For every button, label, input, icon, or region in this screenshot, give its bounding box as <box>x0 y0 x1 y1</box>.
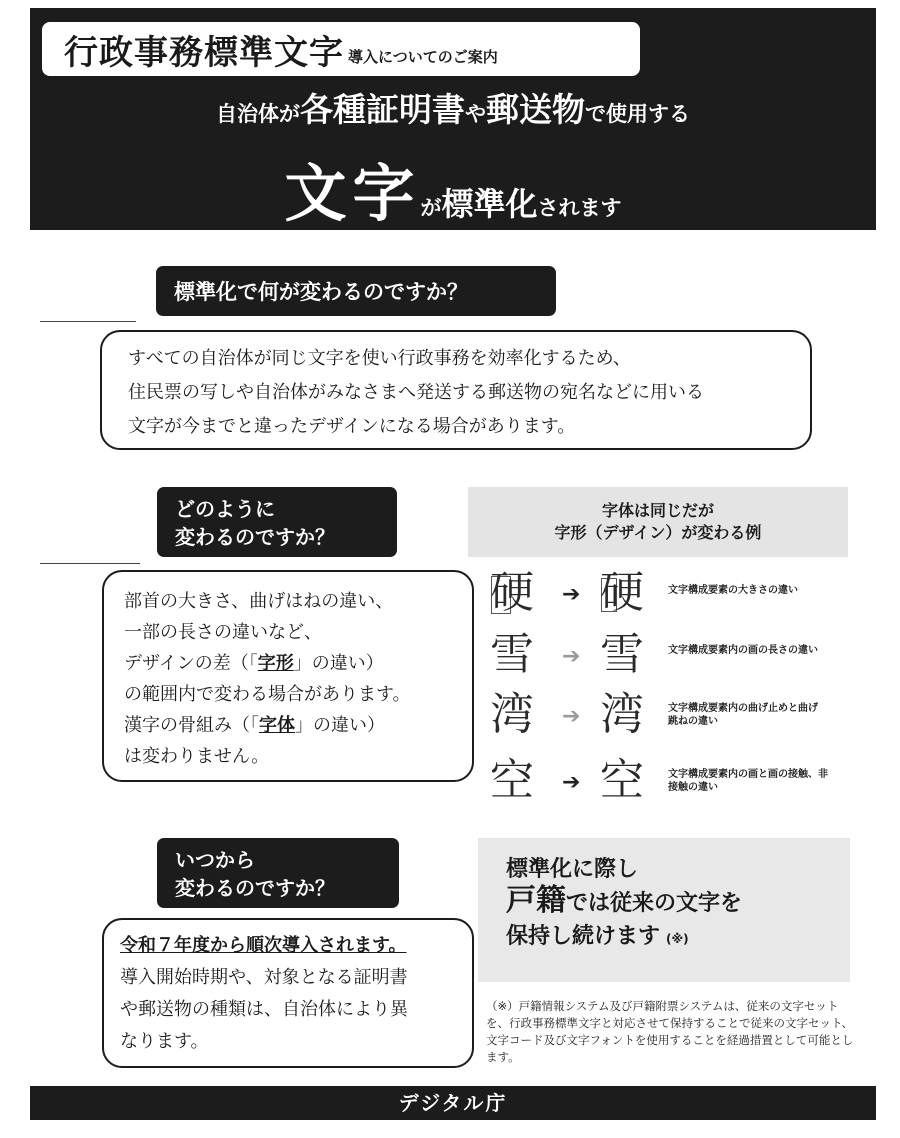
example-row <box>490 630 870 690</box>
glyph-after: 硬 <box>600 567 644 618</box>
answer-line: なります。 <box>120 1031 209 1052</box>
page-title: 行政事務標準文字 <box>64 32 344 73</box>
headline-line-2 <box>30 84 876 131</box>
headline-text: 自治体が <box>216 102 300 126</box>
koseki-notice <box>478 838 850 982</box>
answer-line: 住民票の写しや自治体がみなさまへ発送する郵送物の宛名などに用いる <box>128 382 704 403</box>
glyph-before: 雪 <box>490 629 534 680</box>
arrow-icon: ➔ <box>562 582 581 607</box>
footnote: （※）戸籍情報システム及び戸籍附票システムは、従来の文字セットを、行政事務標準文字と対応させて保持することで従来の文字セット、文字コード及び文字フォントを使用することを経過措置として可能とします。 <box>486 999 854 1064</box>
headline-line-3 <box>30 144 876 233</box>
divider <box>40 321 136 322</box>
question-when-changes <box>157 838 399 908</box>
headline-text: されます <box>537 196 622 220</box>
question-what-changes <box>156 266 556 316</box>
example-note: 文字構成要素内の画と画の接触、非接触の違い <box>668 769 828 793</box>
example-note: 文字構成要素内の画の長さの違い <box>668 645 818 656</box>
title-box <box>42 22 640 76</box>
glyph-before: 湾 <box>490 689 534 740</box>
keyword-jitai: 字体 <box>259 715 295 736</box>
headline-emphasis: 郵送物 <box>486 90 585 129</box>
answer-line: は変わりません。 <box>124 746 270 767</box>
answer-text: 」の違い） <box>295 715 385 736</box>
arrow-icon: ➔ <box>562 770 581 795</box>
answer-line: 導入開始時期や、対象となる証明書 <box>120 967 408 988</box>
headline-big-word: 文字 <box>284 157 421 230</box>
examples-heading-line: 字形（デザイン）が変わる例 <box>554 523 762 542</box>
answer-what-changes <box>100 330 812 450</box>
koseki-line <box>506 884 850 921</box>
examples-heading-line: 字体は同じだが <box>601 501 714 520</box>
headline-text: や <box>465 102 486 126</box>
answer-when-changes <box>102 918 474 1068</box>
example-row <box>490 756 870 816</box>
example-row <box>490 568 870 628</box>
glyph-before: 硬 <box>490 567 534 618</box>
answer-text: 」の違い） <box>293 653 384 674</box>
koseki-emphasis: 戸籍 <box>506 883 566 918</box>
answer-line <box>124 710 472 741</box>
question-label: 変わるのですか？ <box>175 876 335 900</box>
arrow-icon: ➔ <box>562 644 581 669</box>
example-row <box>490 690 870 750</box>
keyword-jikei: 字形 <box>257 653 294 674</box>
example-note: 文字構成要素内の曲げ止めと曲げ跳ねの違い <box>668 703 818 727</box>
question-label: どのように <box>175 497 275 521</box>
answer-line: 文字が今までと違ったデザインになる場合があります。 <box>128 416 576 437</box>
glyph-after: 空 <box>600 755 644 806</box>
headline-emphasis: 標準化 <box>441 185 538 223</box>
headline-emphasis: 各種証明書 <box>300 90 465 129</box>
question-label: 標準化で何が変わるのですか？ <box>174 280 468 304</box>
page-subtitle: 導入についてのご案内 <box>348 47 498 66</box>
question-label: いつから <box>175 848 255 872</box>
answer-line: 一部の長さの違いなど、 <box>124 622 322 643</box>
answer-text: デザインの差（「 <box>124 653 258 674</box>
answer-how-changes <box>102 570 474 782</box>
footer-agency: デジタル庁 <box>30 1086 876 1120</box>
koseki-text: では従来の文字を <box>566 891 743 916</box>
divider <box>40 563 140 564</box>
koseki-text: 保持し続けます <box>506 924 661 949</box>
koseki-line: 標準化に際し <box>506 857 639 882</box>
answer-line: 部首の大きさ、曲げはねの違い、 <box>124 591 394 612</box>
answer-line: すべての自治体が同じ文字を使い行政事務を効率化するため、 <box>128 348 631 369</box>
question-how-changes <box>157 487 397 557</box>
answer-line <box>124 648 472 679</box>
answer-line: や郵送物の種類は、自治体により異 <box>120 999 408 1020</box>
glyph-after: 雪 <box>600 629 644 680</box>
headline-text: で使用する <box>585 102 690 126</box>
footnote-marker: (※) <box>666 932 689 946</box>
koseki-line <box>506 921 850 955</box>
arrow-icon: ➔ <box>562 704 581 729</box>
headline-text: が <box>420 196 442 220</box>
glyph-before: 空 <box>490 755 534 806</box>
glyph-after: 湾 <box>600 689 644 740</box>
examples-heading <box>468 487 848 557</box>
answer-headline: 令和７年度から順次導入されます。 <box>120 935 407 956</box>
answer-text: 漢字の骨組み（「 <box>124 715 259 736</box>
answer-line: の範囲内で変わる場合があります。 <box>124 684 411 705</box>
example-note: 文字構成要素の大きさの違い <box>668 585 798 596</box>
question-label: 変わるのですか？ <box>175 525 335 549</box>
